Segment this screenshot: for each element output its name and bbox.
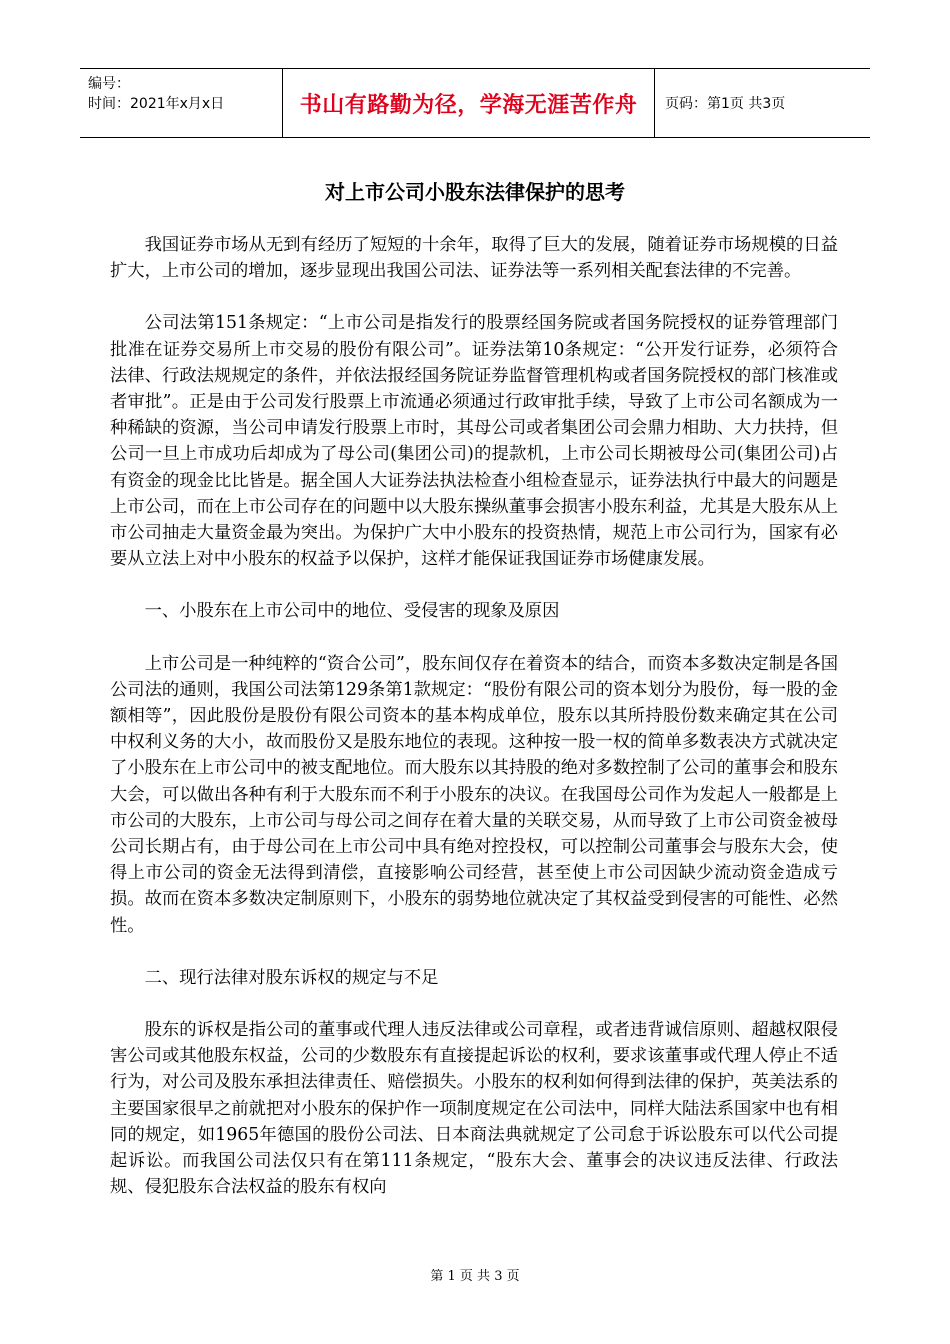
document-body — [110, 232, 838, 1201]
number-label: 编号： — [88, 76, 130, 92]
header-meta — [80, 69, 283, 137]
paragraph: 股东的诉权是指公司的董事或代理人违反法律或公司章程，或者违背诚信原则、超越权限侵害公司或其他股东权益，公司的少数股东有直接提起诉讼的权利，要求该董事或代理人停止不适行为，对公司及股东承担法律责任、赔偿损失。小股东的权利如何得到法律的保护，英美法系的主要国家很早之前就把对小股东的保护作一项制度规定在公司法中，同样大陆法系国家中也有相同的规定，如1965年德国的股份公司法、日本商法典就规定了公司怠于诉讼股东可以代公司提起诉讼。而我国公司法仅只有在第111条规定，“股东大会、董事会的决议违反法律、行政法规、侵犯股东合法权益的股东有权向 — [110, 1020, 838, 1198]
document-header — [80, 68, 870, 138]
header-motto: 书山有路勤为径，学海无涯苦作舟 — [283, 69, 655, 137]
section-heading: 二、现行法律对股东诉权的规定与不足 — [144, 967, 439, 988]
header-page-info: 页码：第1页 共3页 — [665, 96, 786, 112]
page-footer: 第 1 页 共 3 页 — [430, 1269, 520, 1284]
paragraph: 公司法第151条规定：“上市公司是指发行的股票经国务院或者国务院授权的证券管理部门批准在证券交易所上市交易的股份有限公司”。证券法第10条规定：“公开发行证券，必须符合法律、行政法规规定的条件，并依法报经国务院证券监督管理机构或者国务院授权的部门核准或者审批”。正是由于公司发行股票上市流通必须通过行政审批手续，导致了上市公司名额成为一种稀缺的资源，当公司申请发行股票上市时，其母公司或者集团公司会鼎力相助、大力扶持，但公司一旦上市成功后却成为了母公司(集团公司)的提款机，上市公司长期被母公司(集团公司)占有资金的现金比比皆是。据全国人大证券法执法检查小组检查显示，证券法执行中最大的问题是上市公司，而在上市公司存在的问题中以大股东操纵董事会损害小股东利益，尤其是大股东从上市公司抽走大量资金最为突出。为保护广大中小股东的投资热情，规范上市公司行为，国家有必要从立法上对中小股东的权益予以保护，这样才能保证我国证券市场健康发展。 — [110, 313, 838, 570]
document-title: 对上市公司小股东法律保护的思考 — [325, 180, 625, 204]
paragraph: 上市公司是一种纯粹的“资合公司”，股东间仅存在着资本的结合，而资本多数决定制是各国公司法的通则，我国公司法第129条第1款规定：“股份有限公司的资本划分为股份，每一股的金额相等”，因此股份是股份有限公司资本的基本构成单位，股东以其所持股份数来确定其在公司中权利义务的大小，故而股份又是股东地位的表现。这种按一股一权的简单多数表决方式就决定了小股东在上市公司中的被支配地位。而大股东以其持股的绝对多数控制了公司的董事会和股东大会，可以做出各种有利于大股东而不利于小股东的决议。在我国母公司作为发起人一般都是上市公司的大股东，上市公司与母公司之间存在着大量的关联交易，从而导致了上市公司资金被母公司长期占有，由于母公司在上市公司中具有绝对控投权，可以控制公司董事会与股东大会，使得上市公司的资金无法得到清偿，直接影响公司经营，甚至使上市公司因缺少流动资金造成亏损。故而在资本多数决定制原则下，小股东的弱势地位就决定了其权益受到侵害的可能性、必然性。 — [110, 653, 838, 936]
paragraph: 我国证券市场从无到有经历了短短的十余年，取得了巨大的发展，随着证券市场规模的日益扩大，上市公司的增加，逐步显现出我国公司法、证券法等一系列相关配套法律的不完善。 — [110, 235, 838, 282]
time-label: 时间：2021年x月x日 — [88, 96, 225, 112]
section-heading: 一、小股东在上市公司中的地位、受侵害的现象及原因 — [144, 601, 560, 622]
